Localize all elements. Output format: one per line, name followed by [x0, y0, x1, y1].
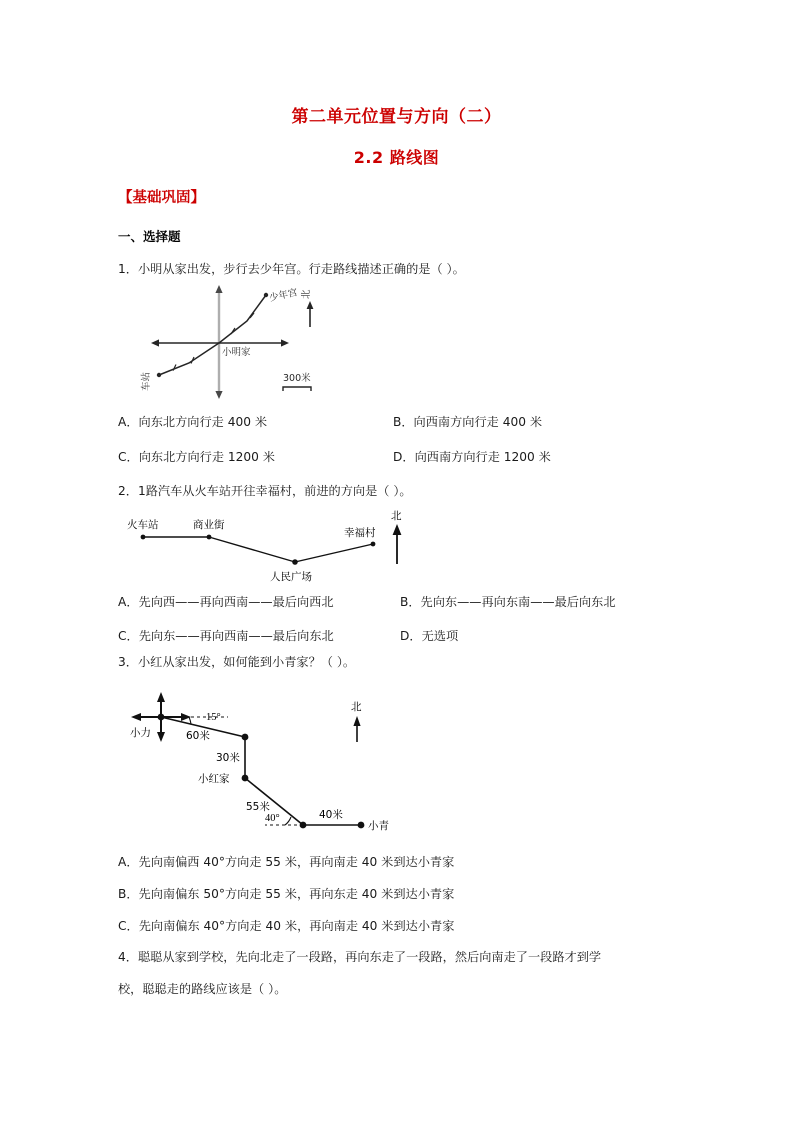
figure1-scale-label: 300米	[283, 373, 311, 384]
question-4-stem-line-1: 4．聪聪从家到学校，先向北走了一段路，再向东走了一段路，然后向南走了一段路才到学	[118, 950, 602, 964]
figure3-label-xiaoqing: 小青	[368, 820, 389, 832]
question-2-stem: 2．1路汽车从火车站开往幸福村，前进的方向是（ ）。	[118, 484, 412, 498]
figure3-length-60: 60米	[186, 730, 210, 742]
figure3-north-label: 北	[351, 701, 362, 713]
question-2-option-c: C．先向东——再向西南——最后向东北	[118, 629, 334, 643]
section-header-basics: 【基础巩固】	[118, 190, 205, 206]
figure-path-map	[113, 688, 443, 840]
figure3-angle-40: 40°	[265, 813, 280, 824]
figure-bus-route	[118, 506, 438, 584]
page-subtitle: 2.2 路线图	[353, 148, 440, 167]
page-title: 第二单元位置与方向（二）	[291, 107, 502, 127]
figure1-label-home: 小明家	[222, 347, 251, 358]
question-1-option-b: B．向西南方向行走 400 米	[393, 415, 543, 429]
figure3-length-30: 30米	[216, 752, 240, 764]
figure3-label-xiaohong-home: 小红家	[198, 773, 230, 785]
question-2-option-a: A．先向西——再向西南——最后向西北	[118, 595, 334, 609]
question-1-option-d: D．向西南方向行走 1200 米	[393, 450, 551, 464]
figure2-label-train-station: 火车站	[127, 519, 159, 531]
question-4-stem-line-2: 校，聪聪走的路线应该是（ ）。	[118, 982, 287, 996]
question-1-figure	[143, 283, 373, 401]
figure3-label-xiaoli: 小力	[130, 727, 151, 739]
question-1-option-c: C．向东北方向行走 1200 米	[118, 450, 275, 464]
figure3-length-55: 55米	[246, 801, 270, 813]
question-1-stem: 1．小明从家出发，步行去少年宫。行走路线描述正确的是（ ）。	[118, 262, 465, 276]
question-3-option-b: B．先向南偏东 50°方向走 55 米，再向东走 40 米到达小青家	[118, 887, 455, 901]
figure2-north-label: 北	[391, 510, 402, 522]
question-3-figure	[113, 688, 443, 840]
figure1-label-station: 车站	[141, 371, 152, 391]
question-3-option-a: A．先向南偏西 40°方向走 55 米，再向南走 40 米到达小青家	[118, 855, 455, 869]
figure1-label-youth-palace: 少年宫	[268, 287, 299, 304]
figure-axes-route	[143, 283, 373, 401]
question-2-option-b: B．先向东——再向东南——最后向东北	[400, 595, 616, 609]
figure3-length-40: 40米	[319, 809, 343, 821]
question-3-option-c: C．先向南偏东 40°方向走 40 米，再向南走 40 米到达小青家	[118, 919, 455, 933]
part-header-multiple-choice: 一、选择题	[118, 229, 181, 244]
figure2-label-peoples-square: 人民广场	[270, 571, 312, 583]
question-2-option-d: D．无选项	[400, 629, 459, 643]
figure3-angle-15: 15°	[206, 712, 221, 723]
question-2-figure	[118, 506, 438, 584]
figure1-north-label: 北	[301, 289, 312, 299]
figure2-label-happy-village: 幸福村	[344, 527, 376, 539]
question-3-stem: 3．小红从家出发，如何能到小青家？（ ）。	[118, 655, 356, 669]
question-1-option-a: A．向东北方向行走 400 米	[118, 415, 268, 429]
figure2-label-commercial-street: 商业街	[193, 519, 225, 531]
